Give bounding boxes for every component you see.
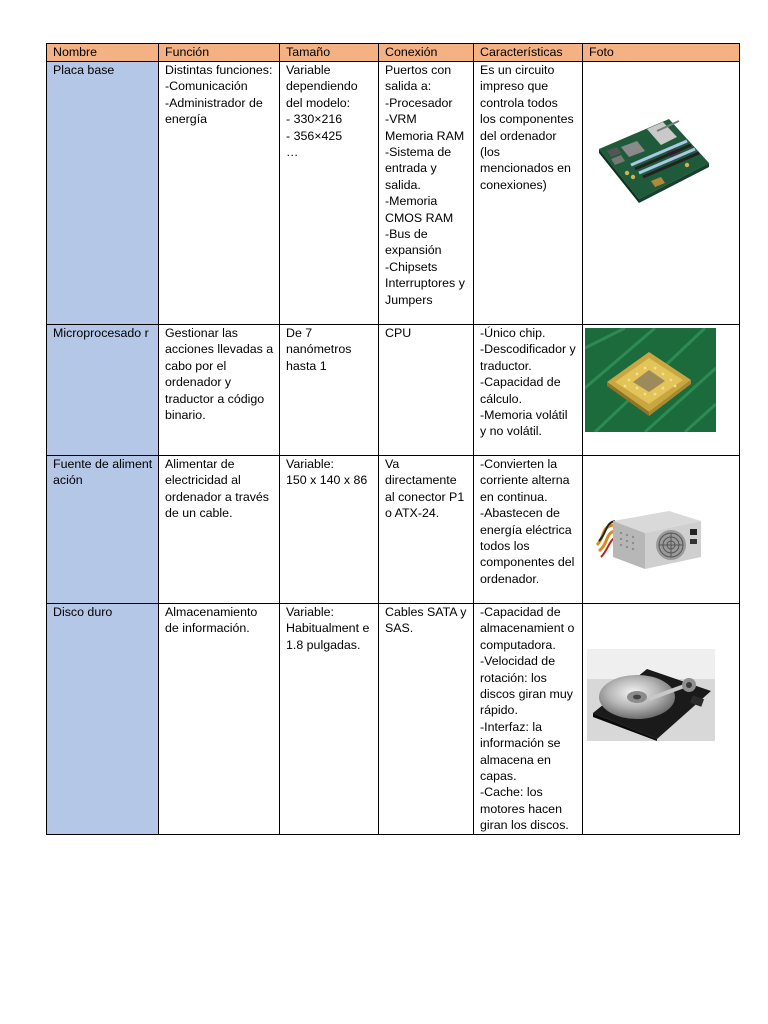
cell-conexion — [379, 456, 474, 604]
cell-funcion — [159, 325, 280, 456]
cell-text: Variable dependiendo del modelo: — [286, 63, 358, 110]
cell-text: Puertos con salida a: — [385, 63, 452, 94]
cell-text: Variable: — [286, 457, 334, 471]
cell-text: Almacenamiento de información. — [165, 605, 258, 636]
cell-text: De 7 nanómetros hasta 1 — [286, 326, 352, 373]
cell-text: -Procesador — [385, 95, 453, 110]
cell-caracteristicas — [474, 62, 583, 325]
cell-text: -Sistema de entrada y salida. — [385, 145, 452, 192]
cell-text: - 356×425 — [286, 128, 343, 143]
cell-nombre — [47, 456, 159, 604]
cell-text: -Comunicación — [165, 79, 248, 94]
cell-text: -Chipsets Interruptores y Jumpers — [385, 259, 465, 307]
cell-tamano — [280, 604, 379, 835]
cell-text: Alimentar de electricidad al ordenador a través de un cable. — [165, 457, 270, 521]
cell-tamano — [280, 325, 379, 456]
header-caracteristicas: Características — [474, 44, 583, 62]
cell-conexion — [379, 604, 474, 835]
header-nombre: Nombre — [47, 44, 159, 62]
cell-text: Disco duro — [53, 605, 113, 619]
cell-text: -Administrador de energía — [165, 95, 263, 127]
cell-caracteristicas — [474, 456, 583, 604]
cell-text: Gestionar las acciones llevadas a cabo por el ordenador y traductor a código binario. — [165, 326, 274, 423]
cell-caracteristicas — [474, 325, 583, 456]
cell-text: Es un circuito impreso que controla todos los componentes del ordenador (los mencionados en conexiones) — [480, 63, 574, 192]
cell-tamano — [280, 456, 379, 604]
cell-text: -Velocidad de rotación: los discos giran muy rápido. — [480, 654, 573, 718]
cell-text: -Descodificador y traductor. — [480, 342, 576, 373]
cell-text: 150 x 140 x 86 — [286, 473, 368, 488]
power-supply-photo — [593, 503, 708, 573]
cell-text: Cables SATA y SAS. — [385, 605, 467, 636]
cell-text: -Interfaz: la información se almacena en capas. — [480, 719, 561, 784]
cell-text: -Cache: los motores hacen giran los discos. — [480, 785, 569, 833]
cell-foto — [583, 62, 740, 325]
cell-text: Microprocesado r — [53, 326, 149, 340]
cell-text: CPU — [385, 326, 412, 340]
cell-nombre — [47, 325, 159, 456]
header-foto: Foto — [583, 44, 740, 62]
cell-caracteristicas — [474, 604, 583, 835]
table-row — [47, 604, 740, 835]
cell-text: Va directamente al conector P1 o ATX-24. — [385, 457, 465, 521]
table-header-row — [47, 44, 740, 62]
cell-funcion — [159, 62, 280, 325]
cell-funcion — [159, 604, 280, 835]
cell-tamano — [280, 62, 379, 325]
table-row — [47, 62, 740, 325]
cpu-photo — [585, 328, 716, 432]
cell-text: -Convierten la corriente alterna en continua. — [480, 457, 570, 504]
cell-nombre — [47, 62, 159, 325]
cell-text: -Memoria volátil y no volátil. — [480, 408, 568, 439]
cell-foto — [583, 456, 740, 604]
components-table — [46, 43, 740, 835]
cell-text: -Único chip. — [480, 326, 546, 340]
table-row — [47, 325, 740, 456]
cell-conexion — [379, 325, 474, 456]
motherboard-photo — [591, 107, 715, 211]
cell-text: Variable: Habitualment e 1.8 pulgadas. — [286, 605, 370, 652]
cell-text: Fuente de alimentación — [53, 457, 153, 488]
cell-text: -Capacidad de cálculo. — [480, 375, 561, 406]
cell-foto — [583, 325, 740, 456]
cell-text: … — [286, 145, 299, 160]
cell-nombre — [47, 604, 159, 835]
cell-text: -Memoria CMOS RAM — [385, 194, 454, 225]
header-conexion: Conexión — [379, 44, 474, 62]
table-row — [47, 456, 740, 604]
cell-funcion — [159, 456, 280, 604]
cell-text: -Abastecen de energía eléctrica todos los componentes del ordenador. — [480, 506, 575, 586]
cell-conexion — [379, 62, 474, 325]
header-funcion: Función — [159, 44, 280, 62]
cell-foto — [583, 604, 740, 835]
hard-drive-photo — [587, 649, 715, 741]
cell-text: - 330×216 — [286, 112, 343, 127]
cell-text: -VRM Memoria RAM — [385, 112, 465, 143]
cell-text: -Bus de expansión — [385, 227, 442, 258]
cell-text: -Capacidad de almacenamient o computadora. — [480, 605, 575, 652]
cell-text: Distintas funciones: — [165, 63, 273, 77]
cell-text: Placa base — [53, 63, 115, 77]
header-tamano: Tamaño — [280, 44, 379, 62]
